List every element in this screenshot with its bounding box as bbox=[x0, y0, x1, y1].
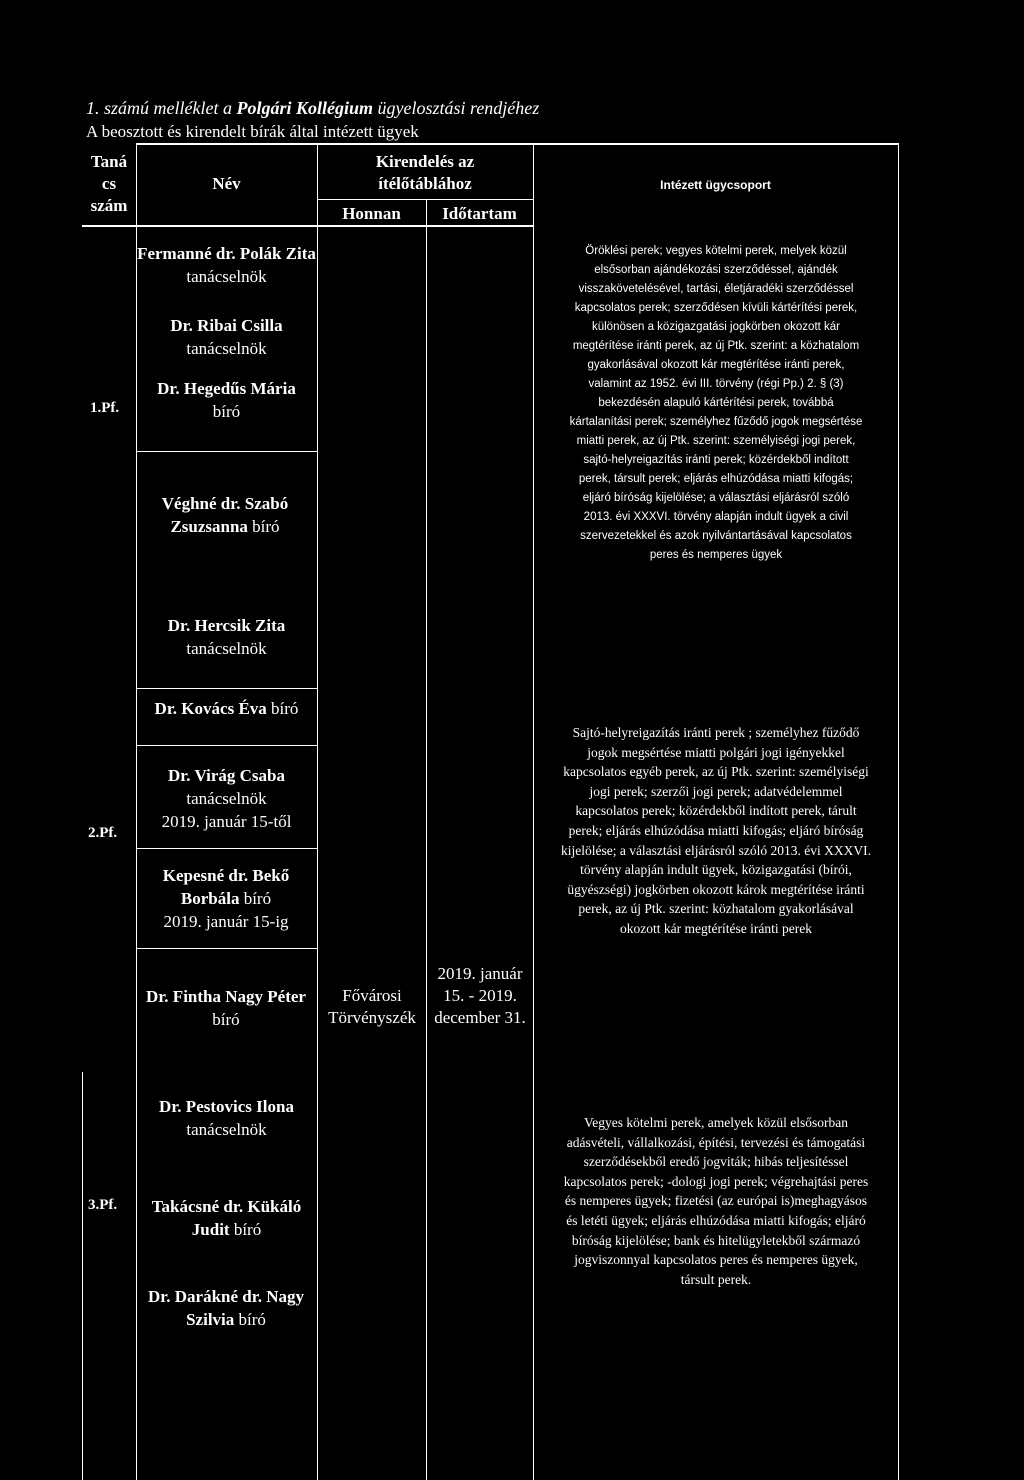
header-from: Honnan bbox=[342, 204, 401, 223]
annex-subtitle: A beosztott és kirendelt bírák által intézett ügyek bbox=[86, 122, 419, 141]
judge-darakne-nagy: Dr. Darákné dr. Nagy Szilvia bíró bbox=[147, 1287, 304, 1329]
header-period: Időtartam bbox=[442, 204, 517, 223]
case-group-3 bbox=[536, 1113, 896, 1289]
header-name: Név bbox=[212, 174, 241, 193]
case-line: jogok megsértése miatti polgári jogi igényekkel bbox=[587, 744, 845, 760]
judge-takacsne-kukalo: Takácsné dr. Kükáló Judit bíró bbox=[151, 1197, 302, 1239]
case-line: adásvételi, vállalkozási, építési, tervezési és támogatási bbox=[566, 1134, 866, 1150]
case-line: társult perek. bbox=[680, 1271, 752, 1287]
case-line: okozott kár megtérítése iránti perek bbox=[620, 920, 812, 936]
judge-pestovics: Dr. Pestovics Ilona tanácselnök bbox=[159, 1097, 294, 1139]
case-line: gyakorlásával okozott kár megtérítése iránti perek, bbox=[587, 359, 845, 371]
case-group-1 bbox=[536, 242, 896, 565]
case-line: visszakövetelésével, tartási, életjáradéki szerződéssel bbox=[578, 283, 854, 295]
annex-title: 1. számú melléklet a Polgári Kollégium ügyelosztási rendjéhez bbox=[86, 98, 540, 118]
case-group-2 bbox=[536, 723, 896, 939]
case-line: kártalanítási perek; személyhez fűződő jogok megsértése bbox=[569, 416, 863, 428]
chamber-number-3: 3.Pf. bbox=[88, 1197, 118, 1213]
judge-hercsik: Dr. Hercsik Zita tanácselnök bbox=[167, 616, 286, 658]
case-line: kapcsolatos perek; -dologi jogi perek; végrehajtási peres bbox=[563, 1173, 869, 1189]
case-line: különösen a közigazgatási jogkörben okozott kár bbox=[591, 321, 841, 333]
case-line: valamint az 1952. évi III. törvény (régi Pp.) 2. § (3) bbox=[588, 378, 844, 390]
case-line: sajtó-helyreigazítás iránti perek; közérdekből indított bbox=[583, 454, 849, 466]
header-assignment: Kirendelés az ítélőtáblához bbox=[375, 152, 475, 193]
judge-hegedus: Dr. Hegedűs Mária bíró bbox=[157, 379, 296, 421]
case-line: és letéti ügyek; eljárás elhúzódása miatti kifogás; eljáró bbox=[566, 1212, 866, 1228]
case-line: megtérítése iránti perek, az új Ptk. szerint: a közhatalom bbox=[572, 340, 860, 352]
case-line: szerződésekből eredő jogviták; hibás teljesítéssel bbox=[583, 1154, 849, 1170]
judge-virag: Dr. Virág Csaba tanácselnök 2019. január 15-től bbox=[161, 766, 292, 831]
judge-veghne-szabo: Véghné dr. Szabó Zsuzsanna bíró bbox=[161, 494, 289, 536]
case-line: és nemperes ügyek; fizetési (az európai is)meghagyásos bbox=[564, 1193, 868, 1209]
case-line: Öröklési perek; vegyes kötelmi perek, melyek közül bbox=[585, 245, 847, 257]
assignment-from: Fővárosi Törvényszék bbox=[328, 986, 416, 1027]
judge-kovacs: Dr. Kovács Éva bíró bbox=[154, 699, 299, 718]
assignment-period: 2019. január 15. - 2019. december 31. bbox=[434, 964, 526, 1027]
case-line: Sajtó-helyreigazítás iránti perek ; személyhez fűződő bbox=[572, 725, 860, 740]
case-line: kapcsolatos perek; közérdekből indított perek, tárult bbox=[575, 803, 857, 819]
case-line: 2013. évi XXXVI. törvény alapján indult ügyek a civil bbox=[583, 511, 849, 523]
judge-ribai: Dr. Ribai Csilla tanácselnök bbox=[170, 316, 283, 358]
header-chamber-number: Taná cs szám bbox=[90, 152, 128, 215]
case-line: ügyészségi) jogkörben okozott károk megtérítése iránti bbox=[567, 881, 865, 897]
case-line: peres és nemperes ügyek bbox=[649, 549, 783, 561]
case-line: eljáró bíróság kijelölése; a választási eljárásról szóló bbox=[582, 492, 850, 504]
case-line: Vegyes kötelmi perek, amelyek közül elsősorban bbox=[584, 1115, 848, 1130]
case-line: perek, társult perek; eljárás elhúzódása miatti kifogás; bbox=[578, 473, 854, 485]
case-line: bíróság kijelölése; bank és hitelügyletekből származó bbox=[571, 1232, 861, 1248]
case-line: perek, az új Ptk. szerint: közhatalom gyakorlásával bbox=[578, 901, 854, 917]
case-line: jogi perek; szerzői jogi perek; adatvédelemmel bbox=[589, 783, 843, 799]
case-line: kapcsolatos egyéb perek, az új Ptk. szerint: személyiségi bbox=[563, 764, 869, 780]
case-line: jogviszonnyal kapcsolatos peres és nemperes ügyek, bbox=[574, 1252, 858, 1268]
chamber-number-2: 2.Pf. bbox=[88, 825, 118, 841]
case-line: perek; eljárás elhúzódása miatti kifogás; eljáró bíróság bbox=[568, 822, 864, 838]
judge-fintha-nagy: Dr. Fintha Nagy Péter bíró bbox=[146, 987, 306, 1029]
case-line: kapcsolatos perek; szerződésen kívüli kártérítési perek, bbox=[574, 302, 858, 314]
chamber-number-1: 1.Pf. bbox=[90, 400, 120, 416]
judge-fermanne-polak: Fermanné dr. Polák Zita tanácselnök bbox=[137, 244, 316, 286]
case-line: miatti perek, az új Ptk. szerint: személyiségi jogi perek, bbox=[576, 435, 856, 447]
case-line: elsősorban ajándékozási szerződéssel, ajándék bbox=[594, 264, 838, 276]
case-line: szervezetekkel és azok nyilvántartásával kapcsolatos bbox=[580, 530, 852, 542]
case-line: törvény alapján indult ügyek, közigazgatási (bírói, bbox=[580, 862, 852, 878]
case-line: kijelölése; a választási eljárásról szóló 2013. évi XXXVI. bbox=[560, 842, 872, 858]
judge-kepesne-beko: Kepesné dr. Bekő Borbála bíró 2019. január 15-ig bbox=[162, 866, 290, 931]
header-case-group: Intézett ügycsoport bbox=[660, 178, 771, 192]
case-line: bekezdésén alapuló kártérítési perek, továbbá bbox=[598, 397, 834, 409]
